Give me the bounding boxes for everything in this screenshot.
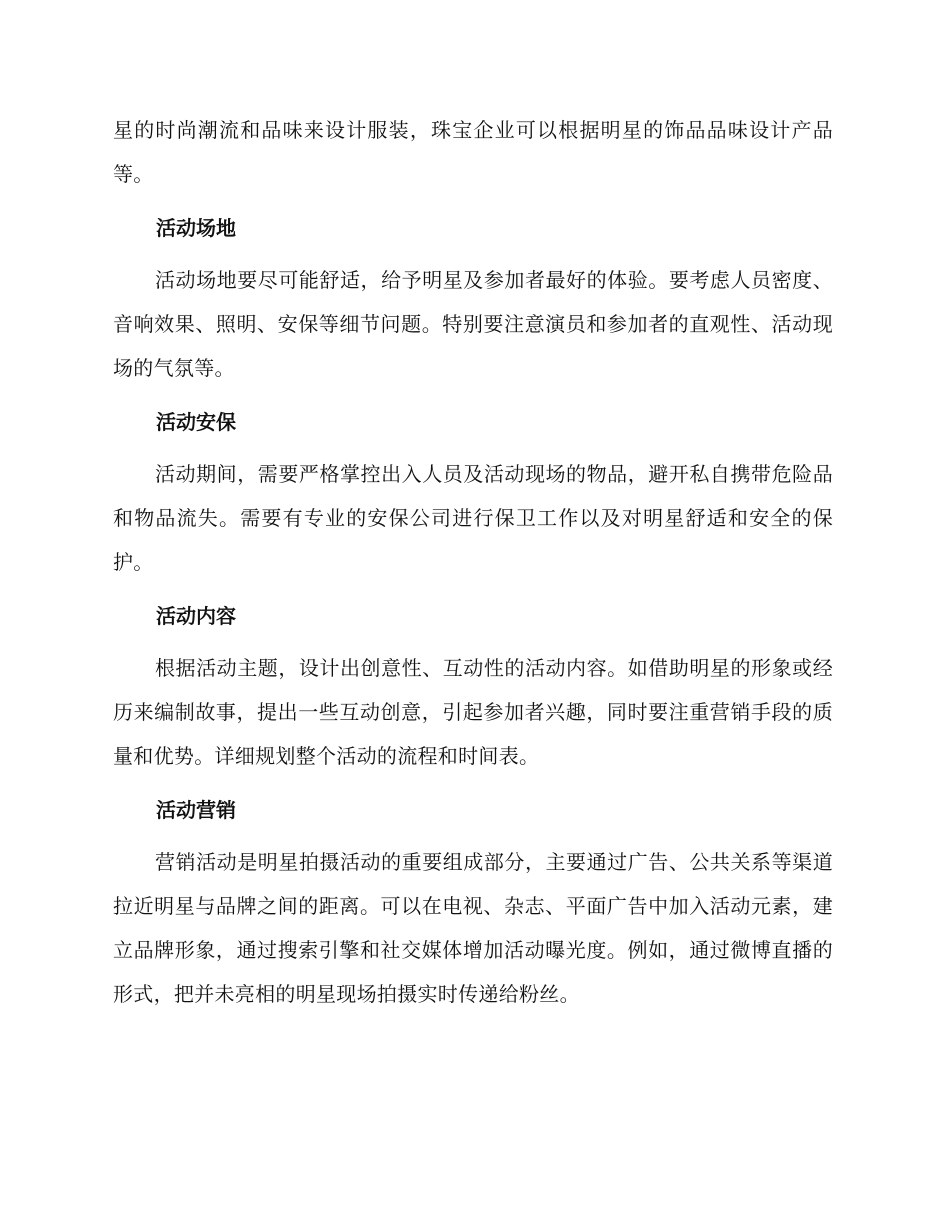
section-heading-security: 活动安保 xyxy=(156,410,236,434)
section-body-security: 活动期间，需要严格掌控出入人员及活动现场的物品，避开私自携带危险品和物品流失。需要有专业的安保公司进行保卫工作以及对明星舒适和安全的保护。 xyxy=(113,462,833,574)
section-heading-marketing: 活动营销 xyxy=(156,798,236,822)
section-heading-content: 活动内容 xyxy=(156,604,236,628)
section-body-venue: 活动场地要尽可能舒适，给予明星及参加者最好的体验。要考虑人员密度、音响效果、照明、安保等细节问题。特别要注意演员和参加者的直观性、活动现场的气氛等。 xyxy=(113,268,833,380)
section-heading-venue: 活动场地 xyxy=(156,216,236,240)
document-page xyxy=(113,108,833,1016)
continuation-paragraph: 星的时尚潮流和品味来设计服装，珠宝企业可以根据明星的饰品品味设计产品等。 xyxy=(113,118,833,186)
section-body-content: 根据活动主题，设计出创意性、互动性的活动内容。如借助明星的形象或经历来编制故事，提出一些互动创意，引起参加者兴趣，同时要注重营销手段的质量和优势。详细规划整个活动的流程和时间表。 xyxy=(113,656,833,768)
section-body-marketing: 营销活动是明星拍摄活动的重要组成部分，主要通过广告、公共关系等渠道拉近明星与品牌之间的距离。可以在电视、杂志、平面广告中加入活动元素，建立品牌形象，通过搜索引擎和社交媒体增加活动曝光度。例如，通过微博直播的形式，把并未亮相的明星现场拍摄实时传递给粉丝。 xyxy=(113,850,833,1006)
